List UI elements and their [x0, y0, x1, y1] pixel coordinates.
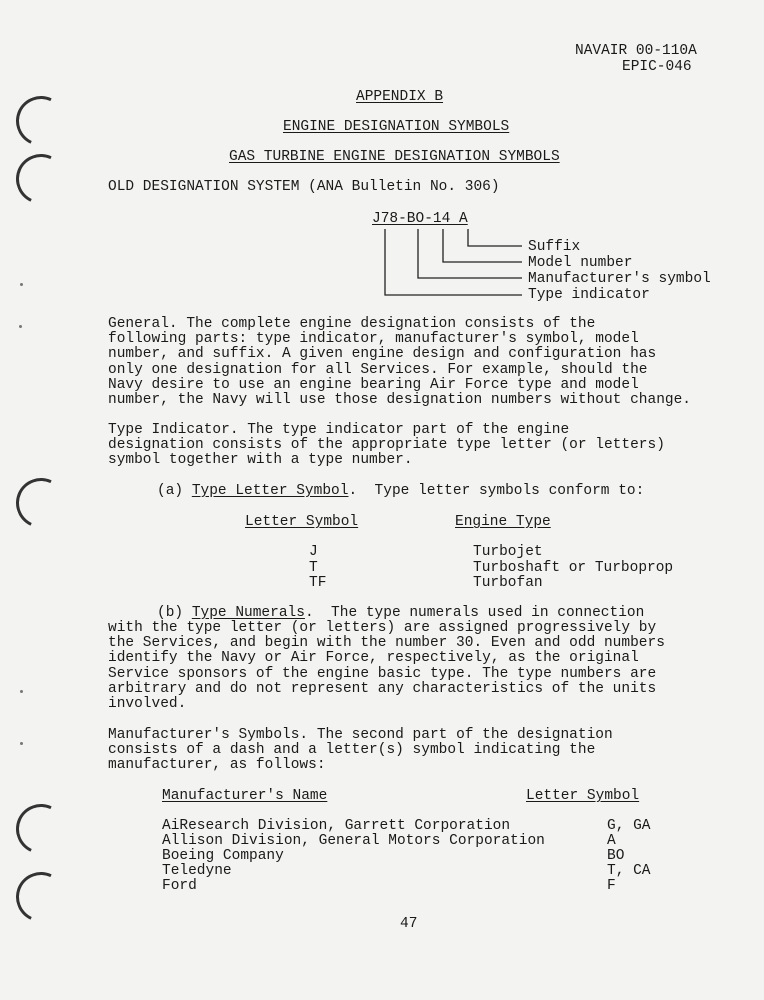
- general-body: The complete engine designation consists of the following parts: type indicator, manufacturer's symbol, model number, and suffix. A given engine design and configuration has only one designation for all Services. For example, should the Navy desire to use an engine bearing Air Force type and model number, the Navy will use those designation numbers without change.: [108, 316, 691, 409]
- manufacturer-symbol-cell: G, GA: [607, 818, 651, 834]
- type-numerals-body: with the type letter (or letters) are assigned progressively by the Services, and begin with the number 30. Even and odd numbers identify the Navy or Air Force, respectively, as the original Service sponsors of the engine basic type. The type numbers are arbitrary and do not represent any characteristics of the units involved.: [108, 620, 665, 713]
- manufacturer-symbol-cell: BO: [607, 848, 625, 864]
- manufacturer-name-header: Manufacturer's Name: [162, 788, 328, 804]
- engine-type-header: Engine Type: [455, 514, 551, 530]
- label-suffix: Suffix: [528, 239, 581, 255]
- manufacturer-symbol-cell: F: [607, 878, 616, 894]
- subsection-title: GAS TURBINE ENGINE DESIGNATION SYMBOLS: [229, 149, 560, 165]
- general-paragraph: [108, 317, 691, 408]
- binder-hole: [9, 865, 73, 929]
- manufacturer-symbol-header: Letter Symbol: [526, 788, 640, 804]
- manufacturer-name-cell: Boeing Company: [162, 848, 284, 864]
- type-indicator-body: The type indicator part of the engine designation consists of the appropriate type letter (or letters) symbol together with a type number.: [108, 422, 665, 469]
- manufacturer-name-cell: Teledyne: [162, 863, 232, 879]
- type-numerals-line: [157, 606, 644, 621]
- letter-cell: T: [309, 560, 318, 576]
- manufacturer-name-cell: Ford: [162, 878, 197, 894]
- margin-speck: [20, 742, 23, 745]
- manufacturer-symbol-cell: T, CA: [607, 863, 651, 879]
- type-indicator-paragraph: [108, 423, 665, 469]
- label-model-number: Model number: [528, 255, 633, 271]
- letter-symbol-header: Letter Symbol: [245, 514, 359, 530]
- type-numerals-title: Type Numerals: [191, 605, 305, 621]
- manufacturers-body: The second part of the designation consists of a dash and a letter(s) symbol indicating the manufacturer, as follows:: [108, 727, 613, 774]
- binder-hole: [9, 797, 73, 861]
- doc-id-line1: NAVAIR 00-110A: [575, 43, 697, 59]
- item-prefix-a: (a): [157, 483, 192, 499]
- section-title: ENGINE DESIGNATION SYMBOLS: [283, 119, 510, 135]
- item-prefix-b: (b): [157, 605, 192, 621]
- type-numerals-first-line: . The type numerals used in connection: [304, 605, 645, 621]
- engine-type-cell: Turbojet: [473, 544, 543, 560]
- margin-speck: [20, 690, 23, 693]
- letter-cell: TF: [309, 575, 327, 591]
- letter-cell: J: [309, 544, 318, 560]
- type-letter-body: . Type letter symbols conform to:: [348, 483, 645, 499]
- label-type-indicator: Type indicator: [528, 287, 650, 303]
- engine-type-cell: Turbofan: [473, 575, 543, 591]
- designation-example: J78-BO-14 A: [372, 211, 468, 227]
- leader-manufacturer: [418, 229, 522, 278]
- system-heading: OLD DESIGNATION SYSTEM (ANA Bulletin No. 306): [108, 179, 500, 195]
- engine-type-cell: Turboshaft or Turboprop: [473, 560, 674, 576]
- manufacturers-lead: Manufacturer's Symbols.: [108, 727, 309, 743]
- manufacturer-symbol-cell: A: [607, 833, 616, 849]
- page-number: 47: [400, 916, 418, 932]
- type-letter-line: [157, 484, 644, 499]
- leader-suffix: [468, 229, 522, 246]
- type-indicator-lead: Type Indicator.: [108, 422, 239, 438]
- manufacturers-paragraph: [108, 728, 613, 774]
- appendix-title: APPENDIX B: [356, 89, 444, 105]
- doc-id-line2: EPIC-046: [622, 59, 692, 75]
- binder-hole: [9, 471, 73, 535]
- manufacturer-name-cell: Allison Division, General Motors Corporation: [162, 833, 545, 849]
- label-manufacturer-symbol: Manufacturer's symbol: [528, 271, 711, 287]
- general-lead: General.: [108, 316, 178, 332]
- manufacturer-name-cell: AiResearch Division, Garrett Corporation: [162, 818, 511, 834]
- margin-speck: [19, 325, 22, 328]
- type-letter-title: Type Letter Symbol: [191, 483, 349, 499]
